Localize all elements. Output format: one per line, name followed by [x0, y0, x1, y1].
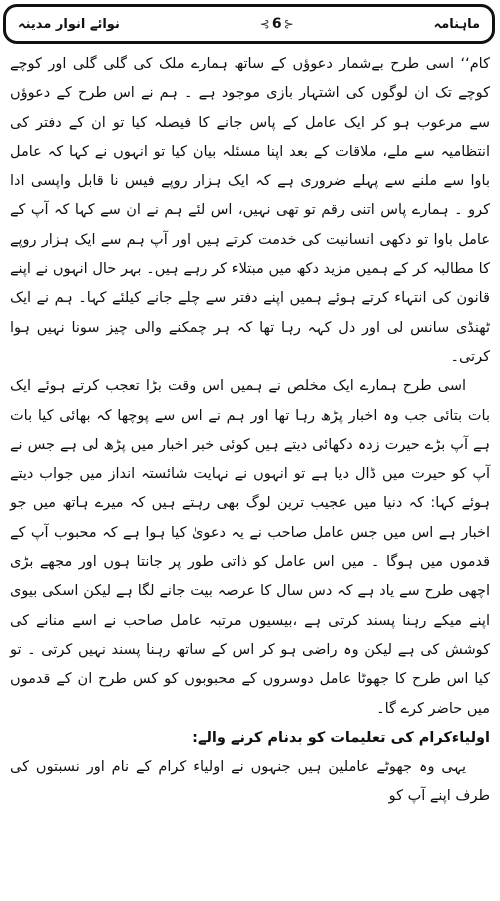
page-number: 6 [271, 16, 282, 32]
page-number-block [260, 16, 294, 32]
paragraph-2: اسی طرح ہمارے ایک مخلص نے ہمیں اس وقت بڑا تعجب کرتے ہوئے ایک بات بتائی جب وہ اخبار پڑھ رہا تھا اور ہم نے اس سے پوچھا کہ بھائی کیا بات ہے آپ بڑے حیرت زدہ دکھائی دیتے ہیں کوئی خبر اخبار میں پڑھ لی ہے جس نے آپ کو حیرت میں ڈال دیا ہے تو انہوں نے نہایت شائستہ انداز میں جواب دیتے ہوئے کہا: کہ دنیا میں عجیب ترین لوگ بھی رہتے ہیں کہ میرے ہاتھ میں جو اخبار ہے اس میں جس عامل صاحب نے یہ دعویٰ کیا ہوا ہے کہ محبوب آپ کے قدموں میں ہوگا ۔ میں اس عامل کو ذاتی طور پر جانتا ہوں اور مجھے بڑی اچھی طرح سے یاد ہے کہ دس سال کا عرصہ بیت جانے لگا ہے لیکن اسکی بیوی اپنے میکے رہنا پسند کرتی ہے ،بیسیوں مرتبہ عامل صاحب نے اسے منانے کی کوشش کی ہے لیکن وہ راضی ہو کر اس کے ساتھ رہنا پسند نہیں کرتی ۔ تو کیا اس طرح کا جھوٹا عامل دوسروں کے محبوبوں کو کس طرح ان کے قدموں میں حاضر کرے گا۔ [10, 378, 490, 717]
article-body [10, 50, 490, 812]
page-header [3, 4, 495, 44]
section-heading: اولیاءکرام کی تعلیمات کو بدنام کرنے والے: [192, 729, 490, 746]
ornament-left-icon: ⊰ [259, 17, 270, 31]
paragraph-1: کام‘‘ اسی طرح بےشمار دعوؤں کے ساتھ ہمارے ملک کی گلی گلی اور کوچے کوچے تک ان لوگوں کی اشتہار بازی موجود ہے ۔ ہم نے اس طرح کے دعوؤں سے مرعوب ہو کر ایک عامل کے پاس جانے کا فیصلہ کیا تو ان کے دفتر کی انتظامیہ سے ملے، ملاقات کے بعد اپنا مسئلہ بیان کیا تو انہوں نے کہا کہ عامل باوا سے ملنے سے پہلے ضروری ہے کہ ایک ہزار روپے فیس نا قابل واپسی ادا کرو ۔ ہمارے پاس اتنی رقم تو تھی نہیں، اس لئے ہم نے ان سے کہا کہ آپ کے عامل باوا تو دکھی انسانیت کی خدمت کرتے ہیں اور آپ ہم سے ایک ہزار روپے کا مطالبہ کر کے ہمیں مزید دکھ میں مبتلاء کر رہے ہیں۔ بہر حال انہوں نے اپنے قانون کی انتہاء کرتے ہوئے ہمیں اپنے دفتر سے چلے جانے کیلئے کہا۔ ہم نے ایک ٹھنڈی سانس لی اور دل کہہ رہا تھا کہ ہر چمکنے والی چیز سونا نہیں ہوا کرتی۔ [10, 56, 490, 365]
ornament-right-icon: ⊱ [283, 17, 294, 31]
magazine-title: نوائے انوار مدینہ [18, 16, 120, 32]
closing-paragraph: یہی وہ جھوٹے عاملین ہیں جنہوں نے اولیاء کرام کے نام اور نسبتوں کی طرف اپنے آپ کو [10, 759, 490, 805]
magazine-type-label: ماہنامہ [433, 16, 480, 32]
